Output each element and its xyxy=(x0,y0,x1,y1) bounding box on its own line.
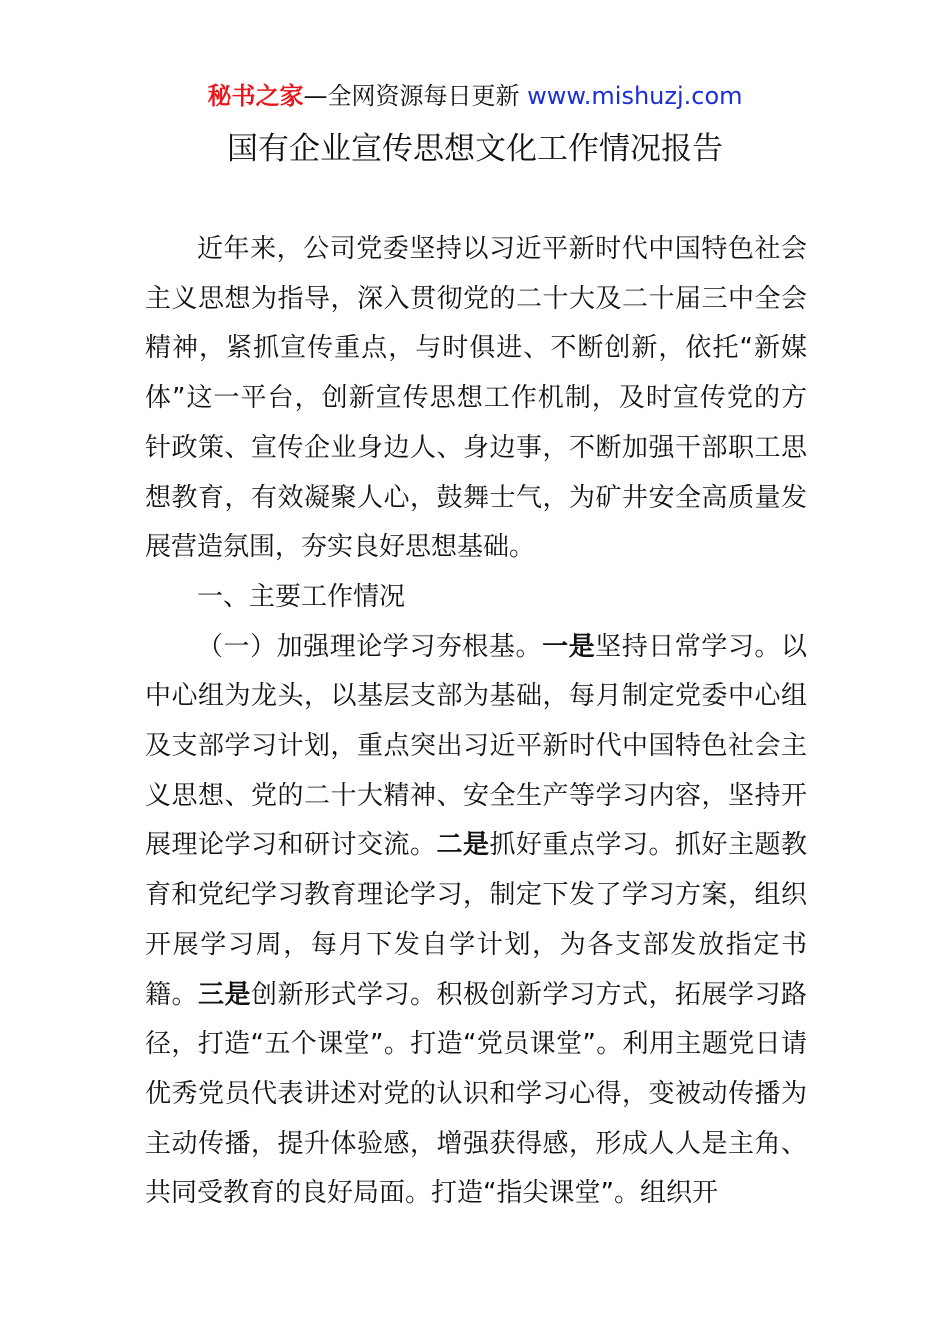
point-lead-2: 二是 xyxy=(436,830,490,861)
section-heading: 一、主要工作情况 xyxy=(197,581,406,612)
document-title: 国有企业宣传思想文化工作情况报告 xyxy=(227,131,723,167)
site-url-link[interactable]: www.mishuzj.com xyxy=(527,82,743,110)
intro-paragraph: 近年来，公司党委坚持以习近平新时代中国特色社会主义思想为指导，深入贯彻党的二十大及二十届三中全会精神，紧抓宣传重点，与时俱进、不断创新，依托“新媒体”这一平台，创新宣传思想工作机制，及时宣传党的方针政策、宣传企业身边人、身边事，不断加强干部职工思想教育，有效凝聚人心，鼓舞士气，为矿井安全高质量发展营造氛围，夯实良好思想基础。 xyxy=(145,234,807,563)
document-body xyxy=(145,225,807,1219)
point-lead-3: 三是 xyxy=(198,979,251,1010)
point-lead-1: 一是 xyxy=(542,631,596,662)
point-text-2: 抓好重点学习。抓好主题教育和党纪学习教育理论学习，制定下发了学习方案，组织开展学习周，每月下发自学计划，为各支部发放指定书籍。 xyxy=(145,830,807,1010)
site-header xyxy=(0,80,950,112)
subsection-heading: （一）加强理论学习夯根基。 xyxy=(197,631,543,662)
site-slogan: —全网资源每日更新 xyxy=(303,82,528,110)
subsection-paragraph xyxy=(145,623,807,1219)
point-text-3: 创新形式学习。积极创新学习方式，拓展学习路径，打造“五个课堂”。打造“党员课堂”。利用主题党日请优秀党员代表讲述对党的认识和学习心得，变被动传播为主动传播，提升体验感，增强获得感，形成人人是主角、共同受教育的良好局面。打造“指尖课堂”。组织开 xyxy=(145,979,807,1209)
point-text-1: 坚持日常学习。以中心组为龙头，以基层支部为基础，每月制定党委中心组及支部学习计划，重点突出习近平新时代中国特色社会主义思想、党的二十大精神、安全生产等学习内容，坚持开展理论学习和研讨交流。 xyxy=(145,631,807,861)
site-brand: 秘书之家 xyxy=(207,82,304,110)
